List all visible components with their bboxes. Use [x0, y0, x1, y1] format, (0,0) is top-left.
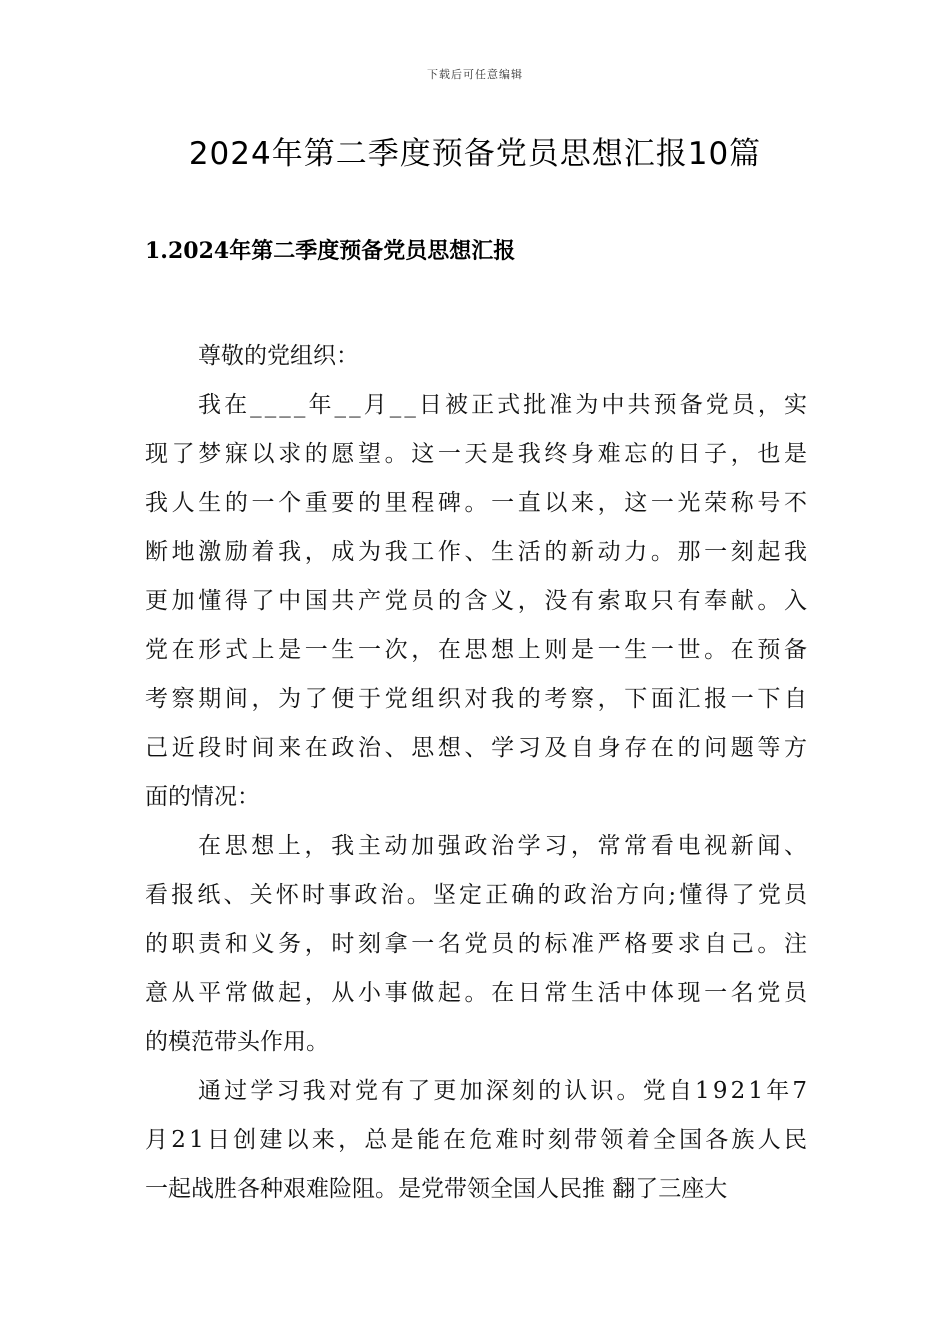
body-line: 的模范带头作用。	[145, 1029, 329, 1055]
body-line: 通过学习我对党有了更加深刻的认识。党自1921年7	[198, 1078, 811, 1104]
body-line: 党在形式上是一生一次，在思想上则是一生一世。在预备	[145, 637, 811, 663]
body-line: 我人生的一个重要的里程碑。一直以来，这一光荣称号不	[145, 490, 811, 516]
body-line: 我在____年__月__日被正式批准为中共预备党员，实	[198, 392, 811, 418]
body-line: 在思想上，我主动加强政治学习，常常看电视新闻、	[198, 833, 811, 859]
section-heading: 1.2024年第二季度预备党员思想汇报	[145, 238, 516, 264]
body-line: 月21日创建以来，总是能在危难时刻带领着全国各族人民	[145, 1127, 811, 1153]
body-line: 己近段时间来在政治、思想、学习及自身存在的问题等方	[145, 735, 811, 761]
body-line: 面的情况：	[145, 784, 260, 810]
body-line: 考察期间，为了便于党组织对我的考察，下面汇报一下自	[145, 686, 811, 712]
body-line: 一起战胜各种艰难险阻。是党带领全国人民推 翻了三座大	[145, 1176, 728, 1202]
header-note: 下载后可任意编辑	[427, 68, 523, 81]
body-line: 断地激励着我，成为我工作、生活的新动力。那一刻起我	[145, 539, 811, 565]
document-title: 2024年第二季度预备党员思想汇报10篇	[188, 136, 762, 172]
body-line: 更加懂得了中国共产党员的含义，没有索取只有奉献。入	[145, 588, 811, 614]
document-body	[145, 332, 811, 1214]
body-line: 尊敬的党组织：	[198, 343, 359, 369]
body-line: 意从平常做起，从小事做起。在日常生活中体现一名党员	[145, 980, 811, 1006]
body-line: 看报纸、关怀时事政治。坚定正确的政治方向;懂得了党员	[145, 882, 811, 908]
body-line: 现了梦寐以求的愿望。这一天是我终身难忘的日子，也是	[145, 441, 811, 467]
body-line: 的职责和义务，时刻拿一名党员的标准严格要求自己。注	[145, 931, 811, 957]
